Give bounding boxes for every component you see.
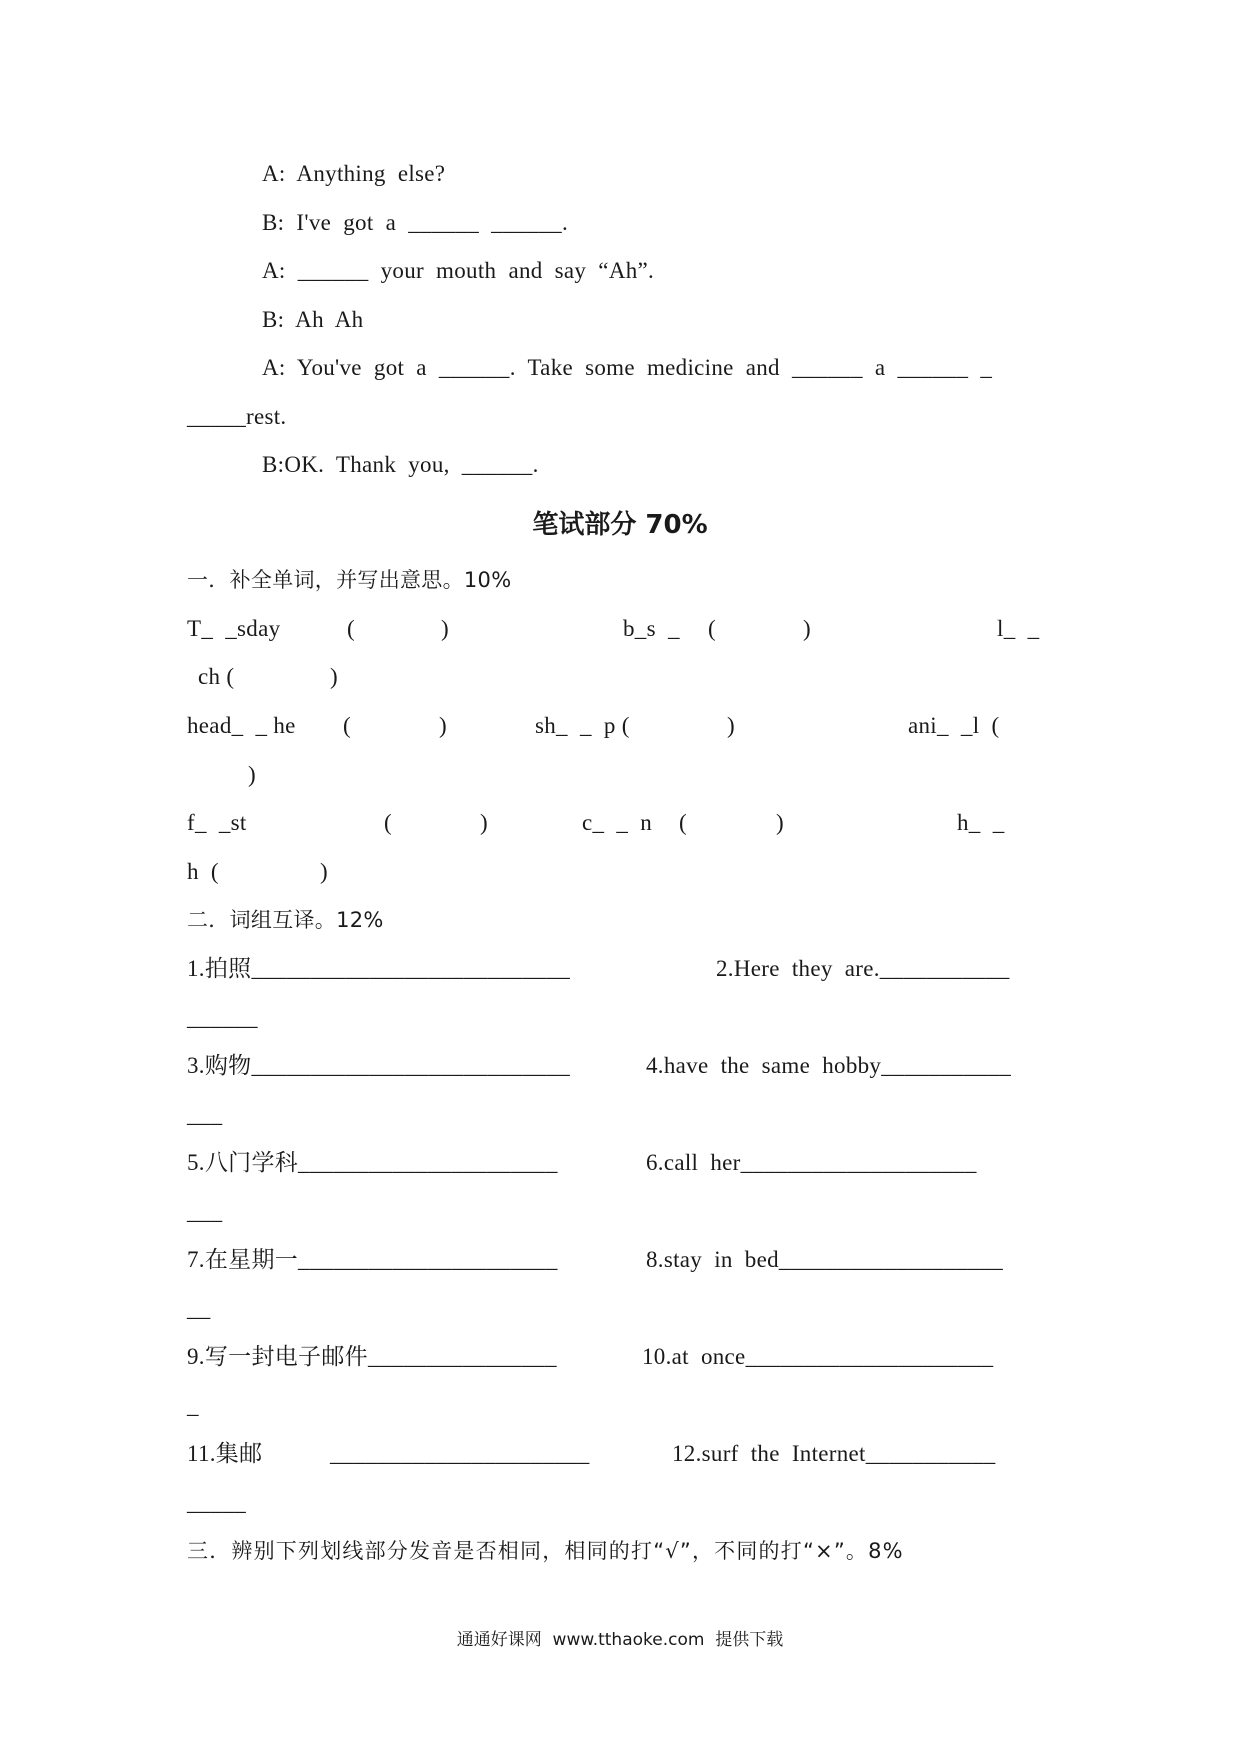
- word-item: sh_ _ p (: [535, 713, 630, 738]
- paren-close: ): [441, 616, 449, 641]
- paren-open: (: [384, 810, 392, 835]
- answer-blank: ______________________: [330, 1441, 590, 1466]
- word-item: c_ _ n: [582, 810, 653, 835]
- phrase-overflow: ______: [187, 1005, 258, 1030]
- phrase-item: 7.在星期一______________________: [187, 1247, 558, 1272]
- phrase-item: 1.拍照___________________________: [187, 956, 571, 981]
- word-item: b_s _: [623, 616, 680, 641]
- word-item: ani_ _l (: [908, 713, 1000, 738]
- dialogue-line: _____rest.: [187, 404, 287, 429]
- part3-heading: 三．辨别下列划线部分发音是否相同，相同的打“√”，不同的打“×”。8%: [187, 1539, 904, 1563]
- phrase-overflow: _: [187, 1393, 199, 1418]
- paren-close: ): [803, 616, 811, 641]
- phrase-overflow: __: [187, 1296, 211, 1321]
- word-item: f_ _st: [187, 810, 247, 835]
- phrase-overflow: _____: [187, 1490, 246, 1515]
- paren-close: ): [439, 713, 447, 738]
- word-item: h_ _: [957, 810, 1005, 835]
- word-item: l_ _: [997, 616, 1040, 641]
- footer-credit: 通通好课网 www.tthaoke.com 提供下载: [456, 1630, 784, 1650]
- phrase-item: 9.写一封电子邮件________________: [187, 1344, 557, 1369]
- paren-open: (: [708, 616, 716, 641]
- word-item: h (: [187, 859, 219, 884]
- dialogue-line: B: Ah Ah: [262, 307, 364, 332]
- phrase-item: 5.八门学科______________________: [187, 1150, 558, 1175]
- dialogue-line: A: Anything else?: [262, 161, 446, 186]
- dialogue-line: A: ______ your mouth and say “Ah”.: [262, 258, 655, 283]
- phrase-item: 8.stay in bed___________________: [646, 1247, 1004, 1272]
- phrase-item: 6.call her____________________: [646, 1150, 977, 1175]
- phrase-overflow: ___: [187, 1102, 223, 1127]
- phrase-overflow: ___: [187, 1199, 223, 1224]
- paren-open: (: [343, 713, 351, 738]
- phrase-item: 12.surf the Internet___________: [672, 1441, 996, 1466]
- dialogue-line: A: You've got a ______. Take some medicine and ______ a ______ _: [262, 355, 993, 380]
- paren-open: (: [679, 810, 687, 835]
- phrase-item: 4.have the same hobby___________: [646, 1053, 1012, 1078]
- word-item: ch (: [198, 664, 235, 689]
- paren-close: ): [776, 810, 784, 835]
- phrase-item: 2.Here they are.___________: [716, 956, 1010, 981]
- paren-close: ): [320, 859, 328, 884]
- paren-close: ): [480, 810, 488, 835]
- section-title: 笔试部分 70%: [532, 510, 708, 540]
- paren-close: ): [330, 664, 338, 689]
- word-item: head_ _ he: [187, 713, 296, 738]
- dialogue-line: B: I've got a ______ ______.: [262, 210, 568, 235]
- part1-heading: 一．补全单词，并写出意思。10%: [187, 568, 512, 592]
- phrase-item: 11.集邮: [187, 1441, 263, 1466]
- phrase-item: 3.购物___________________________: [187, 1053, 571, 1078]
- dialogue-line: B:OK. Thank you, ______.: [262, 452, 539, 477]
- paren-close: ): [248, 762, 256, 787]
- paren-close: ): [727, 713, 735, 738]
- word-item: T_ _sday: [187, 616, 281, 641]
- phrase-item: 10.at once_____________________: [642, 1344, 994, 1369]
- part2-heading: 二．词组互译。12%: [187, 908, 384, 932]
- paren-open: (: [347, 616, 355, 641]
